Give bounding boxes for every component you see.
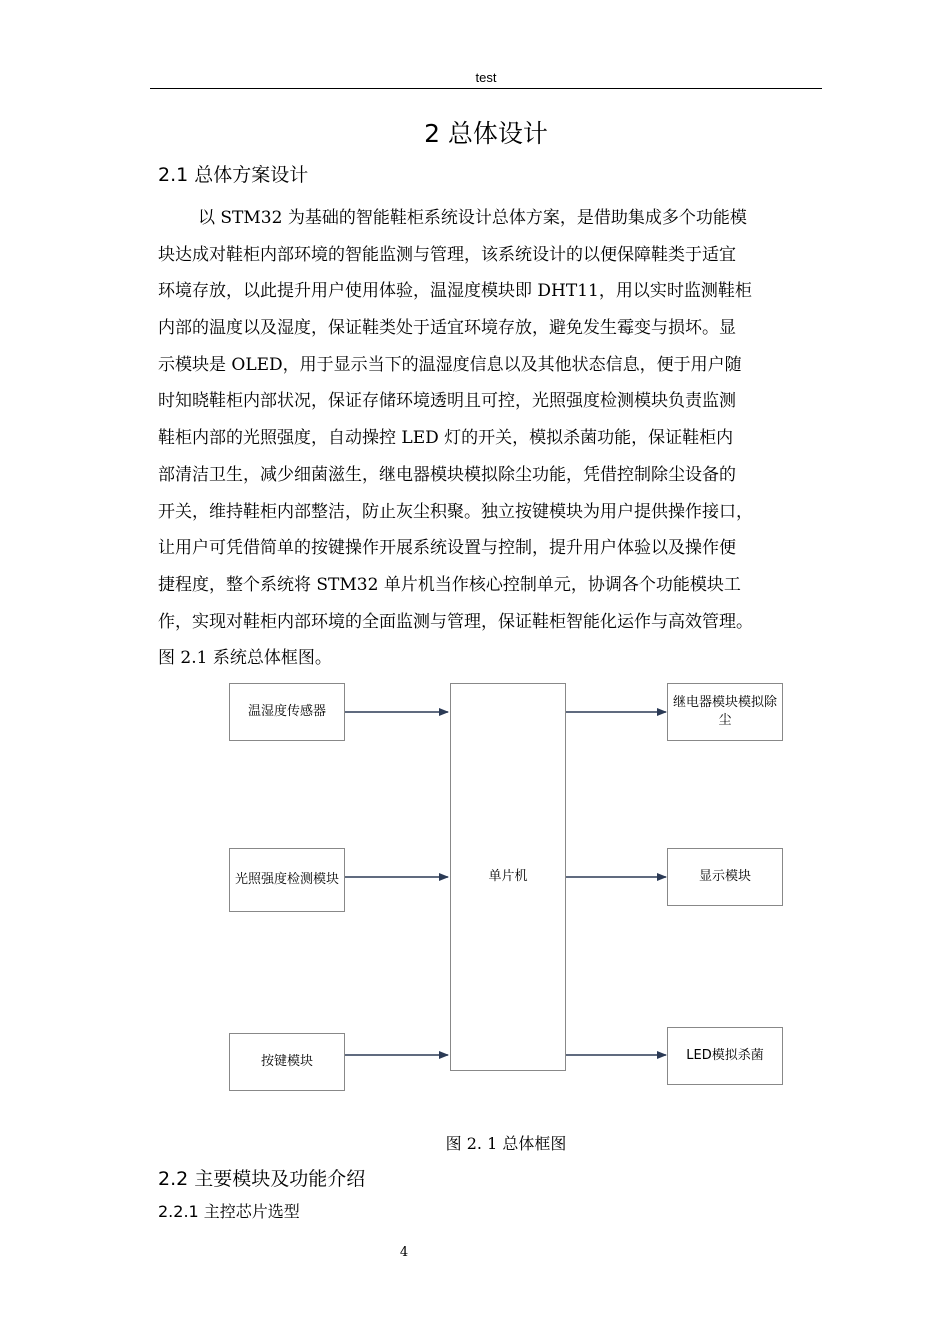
section-title-2-2: 2.2 主要模块及功能介绍 [158, 1168, 366, 1190]
paragraph-line: 块达成对鞋柜内部环境的智能监测与管理，该系统设计的以便保障鞋类于适宜 [158, 245, 736, 265]
paragraph-line: 以 STM32 为基础的智能鞋柜系统设计总体方案，是借助集成多个功能模 [198, 208, 747, 228]
box-temp-humidity-sensor: 温湿度传感器 [229, 683, 345, 741]
figure-caption: 图 2. 1 总体框图 [445, 1134, 567, 1153]
box-mcu: 单片机 [450, 683, 566, 1071]
paragraph-line: 图 2.1 系统总体框图。 [158, 648, 332, 668]
page-header: test [475, 70, 497, 85]
paragraph-line: 环境存放，以此提升用户使用体验，温湿度模块即 DHT11，用以实时监测鞋柜 [158, 281, 752, 301]
paragraph-line: 捷程度，整个系统将 STM32 单片机当作核心控制单元，协调各个功能模块工 [158, 575, 741, 595]
paragraph-line: 让用户可凭借简单的按键操作开展系统设置与控制，提升用户体验以及操作便 [158, 538, 736, 558]
paragraph-line: 时知晓鞋柜内部状况，保证存储环境透明且可控，光照强度检测模块负责监测 [158, 391, 736, 411]
box-led-sterilize: LED模拟杀菌 [667, 1027, 783, 1085]
box-key-module: 按键模块 [229, 1033, 345, 1091]
subsection-title-2-2-1: 2.2.1 主控芯片选型 [158, 1202, 300, 1221]
paragraph-line: 作，实现对鞋柜内部环境的全面监测与管理，保证鞋柜智能化运作与高效管理。 [158, 612, 753, 632]
paragraph-line: 开关，维持鞋柜内部整洁，防止灰尘积聚。独立按键模块为用户提供操作接口， [158, 502, 753, 522]
box-light-sensor: 光照强度检测模块 [229, 848, 345, 912]
paragraph-line: 部清洁卫生，减少细菌滋生，继电器模块模拟除尘功能，凭借控制除尘设备的 [158, 465, 736, 485]
paragraph-line: 鞋柜内部的光照强度，自动操控 LED 灯的开关，模拟杀菌功能，保证鞋柜内 [158, 428, 734, 448]
box-relay-dust: 继电器模块模拟除尘 [667, 683, 783, 741]
box-display-module: 显示模块 [667, 848, 783, 906]
chapter-title: 2 总体设计 [424, 119, 548, 148]
paragraph-line: 内部的温度以及湿度，保证鞋类处于适宜环境存放，避免发生霉变与损坏。显 [158, 318, 736, 338]
paragraph-line: 示模块是 OLED，用于显示当下的温湿度信息以及其他状态信息，便于用户随 [158, 355, 742, 375]
section-title-2-1: 2.1 总体方案设计 [158, 164, 309, 186]
page-number: 4 [399, 1245, 409, 1260]
